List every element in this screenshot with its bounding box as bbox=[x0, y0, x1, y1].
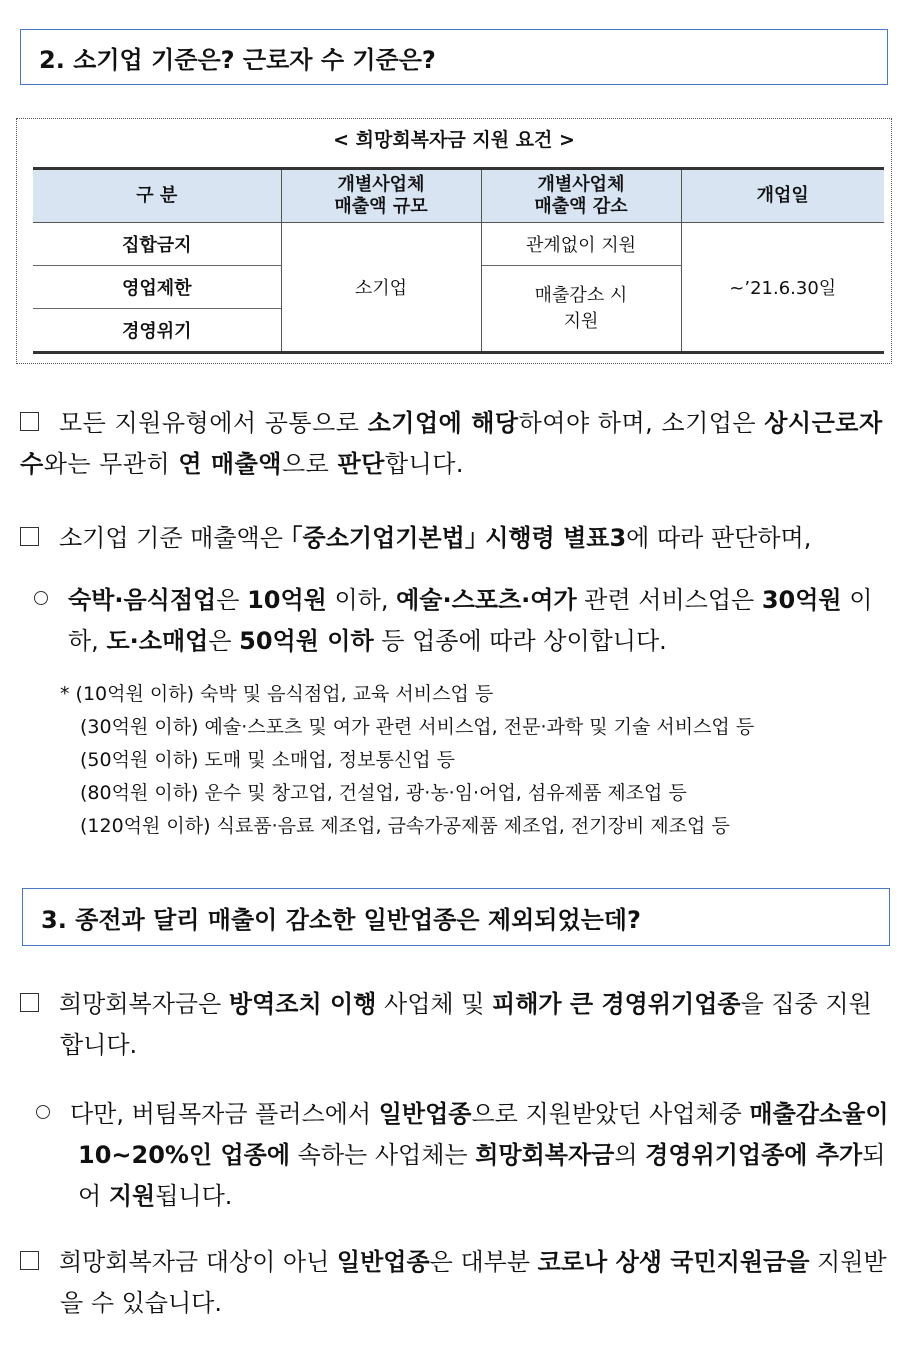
body-text: 의 bbox=[614, 1141, 646, 1169]
note-line: * (10억원 이하) 숙박 및 음식점업, 교육 서비스업 등 bbox=[60, 683, 494, 705]
body-text: 되어 bbox=[78, 1141, 886, 1210]
paragraph-1-text bbox=[20, 409, 883, 478]
body-text: 으로 지원받았던 사업체중 bbox=[471, 1100, 750, 1128]
body-text: 으로 bbox=[281, 450, 338, 478]
paragraph-3 bbox=[34, 580, 892, 662]
section-heading-3-text: 3. 종전과 달리 매출이 감소한 일반업종은 제외되었는데? bbox=[41, 905, 641, 934]
support-requirements-table-box bbox=[16, 118, 892, 364]
body-text: 합니다. bbox=[384, 450, 465, 478]
section-heading-3 bbox=[22, 888, 890, 946]
note-line: (120억원 이하) 식료품·음료 제조업, 금속가공제품 제조업, 전기장비 제조업 등 bbox=[80, 815, 730, 837]
body-text: 이하, bbox=[326, 586, 397, 614]
checkbox-bullet-icon bbox=[20, 1251, 39, 1270]
header-sales-decrease: 개별사업체 매출액 감소 bbox=[481, 169, 681, 223]
emphasis-text: 방역조치 이행 bbox=[228, 990, 377, 1018]
cell-open-date: ~’21.6.30일 bbox=[681, 223, 884, 353]
section-heading-2 bbox=[20, 29, 888, 85]
emphasis-text: 50억원 이하 bbox=[239, 627, 374, 655]
body-text: 희망회복자금 대상이 아닌 bbox=[59, 1248, 337, 1276]
support-requirements-table bbox=[33, 167, 884, 354]
row-label-business-restriction: 영업제한 bbox=[33, 266, 281, 309]
cell-small-business: 소기업 bbox=[281, 223, 481, 353]
emphasis-text: 피해가 큰 경영위기업종 bbox=[492, 990, 741, 1018]
section-heading-2-text: 2. 소기업 기준은? 근로자 수 기준은? bbox=[39, 45, 436, 74]
note-line: (80억원 이하) 운수 및 창고업, 건설업, 광·농·임·어업, 섬유제품 제조업 등 bbox=[80, 782, 687, 804]
table-caption: < 희망회복자금 지원 요건 > bbox=[333, 129, 575, 151]
paragraph-2 bbox=[20, 518, 900, 559]
body-text: 소기업 기준 매출액은 bbox=[59, 524, 291, 552]
header-category: 구 분 bbox=[33, 169, 281, 223]
circle-bullet-icon bbox=[34, 591, 48, 605]
emphasis-text: 희망회복자금 bbox=[475, 1141, 615, 1169]
emphasis-text: 일반업종 bbox=[336, 1248, 430, 1276]
note-line: (30억원 이하) 예술·스포츠 및 여가 관련 서비스업, 전문·과학 및 기술 서비스업 등 bbox=[80, 716, 755, 738]
paragraph-2-text bbox=[59, 524, 811, 552]
circle-bullet-icon bbox=[36, 1105, 50, 1119]
emphasis-text: 소기업에 해당 bbox=[367, 409, 519, 437]
paragraph-1 bbox=[20, 403, 892, 485]
emphasis-text: 30억원 bbox=[761, 586, 842, 614]
header-open-date: 개업일 bbox=[681, 169, 884, 223]
body-text: 와는 무관히 bbox=[43, 450, 179, 478]
emphasis-text: 일반업종 bbox=[378, 1100, 472, 1128]
paragraph-3-text bbox=[68, 586, 872, 655]
body-text: 에 따라 판단하며, bbox=[626, 524, 812, 552]
emphasis-text: 10억원 bbox=[247, 586, 327, 614]
body-text: 관련 서비스업은 bbox=[576, 586, 762, 614]
body-text: 을 집중 지원합니다. bbox=[60, 990, 872, 1059]
paragraph-4-text bbox=[59, 990, 872, 1059]
emphasis-text: 경영위기업종에 추가 bbox=[645, 1141, 863, 1169]
emphasis-text: 매출감소율이 10~20%인 업종에 bbox=[78, 1100, 889, 1169]
body-text: 모든 지원유형에서 공통으로 bbox=[59, 409, 368, 437]
body-text: 이하, bbox=[68, 586, 873, 655]
cell-support-on-decrease: 매출감소 시 지원 bbox=[481, 266, 681, 353]
body-text: 지원받을 수 있습니다. bbox=[60, 1248, 887, 1317]
emphasis-text: 상시근로자 수 bbox=[20, 409, 883, 478]
cell-support-regardless: 관계없이 지원 bbox=[481, 223, 681, 266]
emphasis-text: 연 매출액 bbox=[178, 450, 282, 478]
body-text: 은 대부분 bbox=[429, 1248, 538, 1276]
body-text: 은 bbox=[208, 627, 240, 655]
emphasis-text: ｢중소기업기본법｣ 시행령 별표3 bbox=[290, 524, 627, 552]
body-text: 속하는 사업체는 bbox=[290, 1141, 476, 1169]
body-text: 사업체 및 bbox=[376, 990, 493, 1018]
body-text: 다만, 버팀목자금 플러스에서 bbox=[70, 1100, 379, 1128]
body-text: 희망회복자금은 bbox=[59, 990, 229, 1018]
emphasis-text: 판단 bbox=[337, 450, 385, 478]
checkbox-bullet-icon bbox=[20, 412, 39, 431]
checkbox-bullet-icon bbox=[20, 527, 39, 546]
checkbox-bullet-icon bbox=[20, 993, 39, 1012]
emphasis-text: 숙박·음식점업 bbox=[68, 586, 217, 614]
emphasis-text: 코로나 상생 국민지원금을 bbox=[537, 1248, 810, 1276]
paragraph-5 bbox=[36, 1094, 892, 1217]
row-label-management-crisis: 경영위기 bbox=[33, 309, 281, 353]
paragraph-4 bbox=[20, 984, 892, 1066]
note-line: (50억원 이하) 도매 및 소매업, 정보통신업 등 bbox=[80, 749, 455, 771]
header-sales-size: 개별사업체 매출액 규모 bbox=[281, 169, 481, 223]
body-text: 하여야 하며, 소기업은 bbox=[518, 409, 765, 437]
paragraph-6-text bbox=[59, 1248, 887, 1317]
paragraph-6 bbox=[20, 1242, 892, 1324]
emphasis-text: 예술·스포츠·여가 bbox=[396, 586, 577, 614]
paragraph-5-text bbox=[70, 1100, 889, 1210]
row-label-gathering-ban: 집합금지 bbox=[33, 223, 281, 266]
emphasis-text: 도·소매업 bbox=[106, 627, 209, 655]
emphasis-text: 지원 bbox=[108, 1182, 156, 1210]
body-text: 등 업종에 따라 상이합니다. bbox=[373, 627, 667, 655]
body-text: 은 bbox=[216, 586, 248, 614]
body-text: 됩니다. bbox=[155, 1182, 233, 1210]
